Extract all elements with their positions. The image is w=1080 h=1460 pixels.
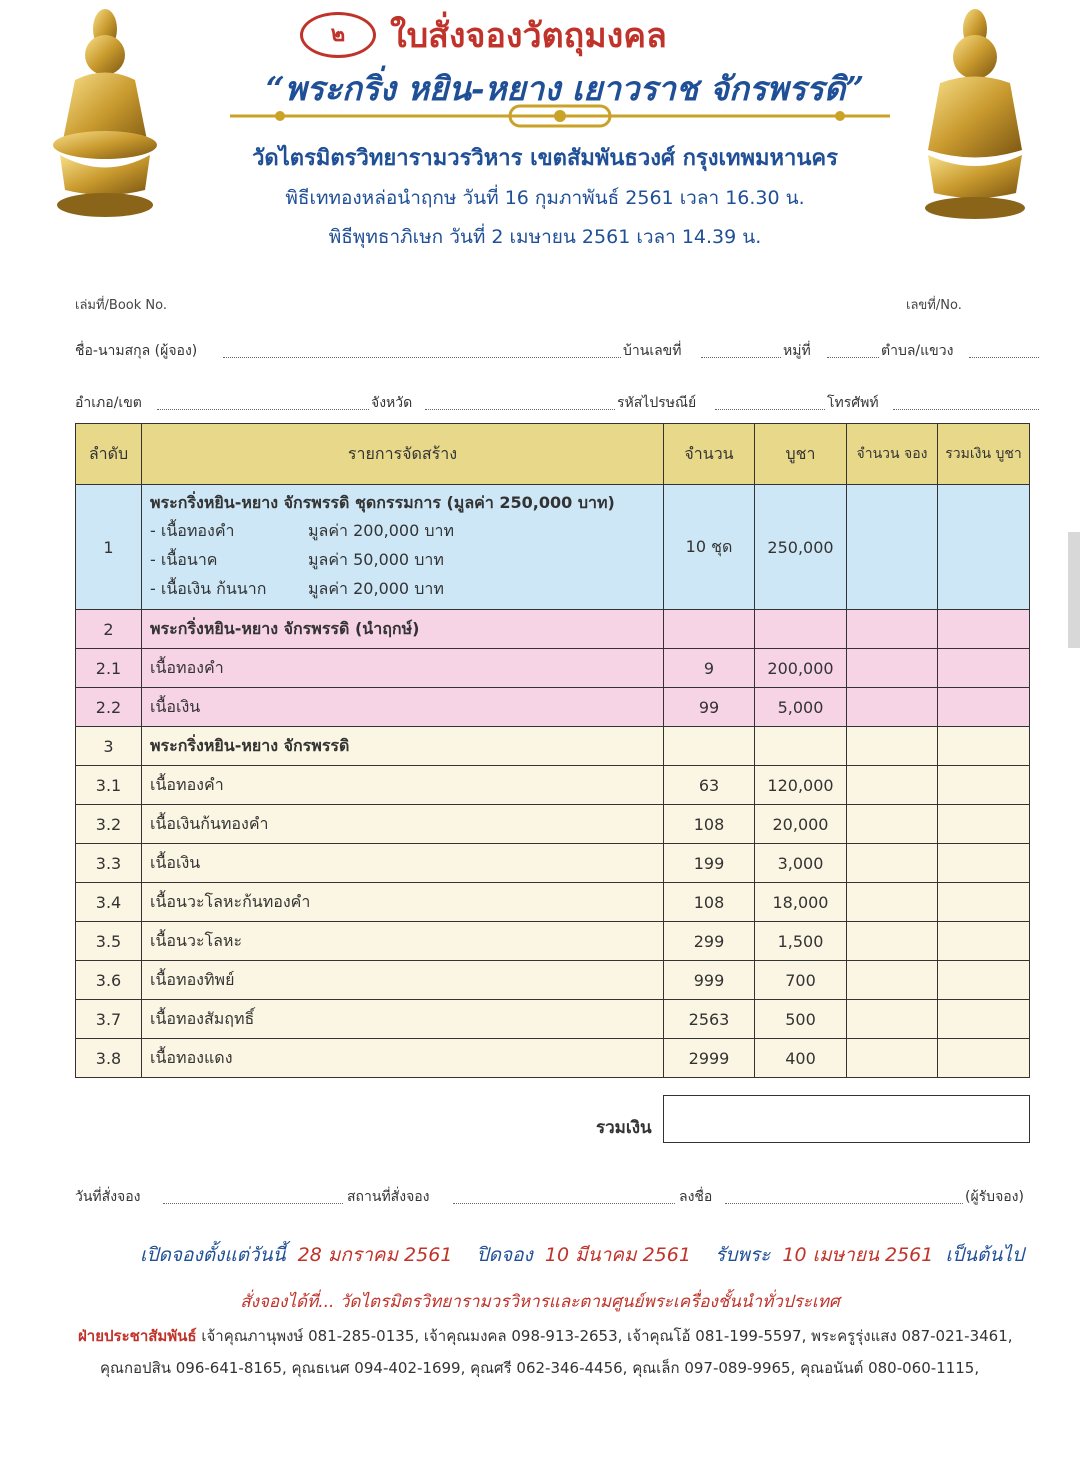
sheet-number-badge: ๒ (300, 12, 376, 58)
col-header-qty: จำนวน (664, 424, 755, 485)
grand-total-label: รวมเงิน (596, 1118, 652, 1138)
row-qty: 2999 (664, 1039, 755, 1078)
row-order-qty-cell[interactable] (847, 1000, 938, 1039)
row-item (142, 485, 664, 610)
row-item: เนื้อทองทิพย์ (142, 961, 664, 1000)
row-item: พระกริ่งหยิน-หยาง จักรพรรดิ (142, 727, 664, 766)
row-price: 400 (755, 1039, 847, 1078)
book-no-label: เล่มที่/Book No. (75, 298, 167, 313)
row-item: เนื้อทองสัมฤทธิ์ (142, 1000, 664, 1039)
row-order-qty-cell[interactable] (847, 485, 938, 610)
signature-label: ลงชื่อ (679, 1189, 713, 1205)
row-order-qty-cell[interactable] (847, 961, 938, 1000)
signature-row (75, 1186, 1040, 1210)
temple-name: วัดไตรมิตรวิทยารามวรวิหาร เขตสัมพันธวงศ์ กรุงเทพมหานคร (252, 146, 838, 171)
row-qty: 10 ชุด (664, 485, 755, 610)
phone-label: โทรศัพท์ (827, 395, 879, 411)
row-item: เนื้อนวะโลหะ (142, 922, 664, 961)
tambon-input-line[interactable] (969, 357, 1039, 358)
row-order-qty-cell[interactable] (847, 649, 938, 688)
list-item: - เนื้อนาค มูลค่า 50,000 บาท (150, 550, 444, 569)
row-total-cell[interactable] (938, 1000, 1030, 1039)
row-order-qty-cell[interactable] (847, 688, 938, 727)
row-qty: 199 (664, 844, 755, 883)
row-total-cell[interactable] (938, 1039, 1030, 1078)
row-seq: 3.1 (76, 766, 142, 805)
row-total-cell[interactable] (938, 688, 1030, 727)
name-input-line[interactable] (223, 357, 621, 358)
row-order-qty-cell[interactable] (847, 805, 938, 844)
row-total-cell[interactable] (938, 727, 1030, 766)
row-item: พระกริ่งหยิน-หยาง จักรพรรดิ (นำฤกษ์) (142, 610, 664, 649)
row-order-qty-cell[interactable] (847, 1039, 938, 1078)
grand-total-field[interactable] (663, 1095, 1030, 1143)
row-seq: 3.4 (76, 883, 142, 922)
ornament-divider (220, 103, 900, 129)
row-item: เนื้อทองแดง (142, 1039, 664, 1078)
row-seq: 3.3 (76, 844, 142, 883)
row-seq: 2.1 (76, 649, 142, 688)
no-label: เลขที่/No. (906, 298, 962, 313)
moo-input-line[interactable] (827, 357, 879, 358)
table-row (76, 1039, 1030, 1078)
name-label: ชื่อ-นามสกุล (ผู้จอง) (75, 343, 198, 359)
order-place-label: สถานที่สั่งจอง (347, 1189, 430, 1205)
contacts-line-1: ฝ่ายประชาสัมพันธ์ เจ้าคุณภานุพงษ์ 081-285-0135, เจ้าคุณมงคล 098-913-2653, เจ้าคุณโอ้ 081-199-5597, พระครูรุ่งแสง 087-021-3461, (78, 1327, 1013, 1345)
scrollbar-thumb[interactable] (1068, 532, 1080, 648)
moo-label: หมู่ที่ (783, 343, 811, 359)
row-item: เนื้อเงิน (142, 844, 664, 883)
amulet-name-subtitle: “พระกริ่ง หยิน-หยาง เยาวราช จักรพรรดิ” (265, 69, 865, 108)
row-total-cell[interactable] (938, 961, 1030, 1000)
row-total-cell[interactable] (938, 610, 1030, 649)
row-item: เนื้อทองคำ (142, 649, 664, 688)
table-row (76, 805, 1030, 844)
pr-label: ฝ่ายประชาสัมพันธ์ (78, 1327, 197, 1345)
table-row (76, 649, 1030, 688)
casting-ceremony-date: พิธีเททองหล่อนำฤกษ วันที่ 16 กุมภาพันธ์ 2561 เวลา 16.30 น. (285, 187, 805, 209)
col-header-price: บูชา (755, 424, 847, 485)
row-price: 18,000 (755, 883, 847, 922)
district-row (75, 392, 1040, 416)
row-price: 120,000 (755, 766, 847, 805)
col-header-total: รวมเงิน บูชา (938, 424, 1030, 485)
col-header-item: รายการจัดสร้าง (142, 424, 664, 485)
order-date-label: วันที่สั่งจอง (75, 1189, 141, 1205)
house-no-label: บ้านเลขที่ (623, 343, 682, 359)
row-price: 20,000 (755, 805, 847, 844)
row-total-cell[interactable] (938, 485, 1030, 610)
tambon-label: ตำบล/แขวง (881, 343, 954, 359)
postcode-input-line[interactable] (715, 409, 825, 410)
booking-period: เปิดจองตั้งแต่วันนี้ 28 มกราคม 2561 ปิดจอง 10 มีนาคม 2561 รับพระ 10 เมษายน 2561 เป็นต้นไป (140, 1244, 1024, 1266)
contacts-line-2: คุณกอปสิน 096-641-8165, คุณธเนศ 094-402-1699, คุณศรี 062-346-4456, คุณเล็ก 097-089-9965, คุณอนันต์ 080-060-1115, (100, 1359, 980, 1377)
row-order-qty-cell[interactable] (847, 844, 938, 883)
row-qty: 63 (664, 766, 755, 805)
row-price: 700 (755, 961, 847, 1000)
row-seq: 2.2 (76, 688, 142, 727)
row-total-cell[interactable] (938, 844, 1030, 883)
row-seq: 2 (76, 610, 142, 649)
receiver-label: (ผู้รับจอง) (965, 1189, 1024, 1205)
signature-input-line[interactable] (725, 1203, 963, 1204)
row-qty: 108 (664, 883, 755, 922)
table-row (76, 688, 1030, 727)
order-place-input-line[interactable] (453, 1203, 675, 1204)
row-seq: 3.5 (76, 922, 142, 961)
row-order-qty-cell[interactable] (847, 727, 938, 766)
row-qty: 299 (664, 922, 755, 961)
row-price: 200,000 (755, 649, 847, 688)
table-row (76, 961, 1030, 1000)
row-qty: 999 (664, 961, 755, 1000)
committee-set-title: พระกริ่งหยิน-หยาง จักรพรรดิ ชุดกรรมการ (มูลค่า 250,000 บาท) (150, 493, 615, 512)
order-date-input-line[interactable] (163, 1203, 343, 1204)
row-total-cell[interactable] (938, 922, 1030, 961)
row-qty: 9 (664, 649, 755, 688)
table-row (76, 610, 1030, 649)
row-total-cell[interactable] (938, 883, 1030, 922)
row-order-qty-cell[interactable] (847, 883, 938, 922)
row-price: 500 (755, 1000, 847, 1039)
amphoe-label: อำเภอ/เขต (75, 395, 142, 411)
row-item: เนื้อเงินก้นทองคำ (142, 805, 664, 844)
row-total-cell[interactable] (938, 766, 1030, 805)
row-seq: 3.8 (76, 1039, 142, 1078)
list-item: - เนื้อทองคำ มูลค่า 200,000 บาท (150, 521, 455, 540)
name-address-row (75, 340, 1040, 364)
order-table (75, 423, 1030, 1078)
row-price: 5,000 (755, 688, 847, 727)
table-row (76, 766, 1030, 805)
page-title: ใบสั่งจองวัตถุมงคล (390, 16, 667, 56)
postcode-label: รหัสไปรษณีย์ (617, 395, 697, 411)
table-row (76, 485, 1030, 610)
row-seq: 3 (76, 727, 142, 766)
col-header-order-qty: จำนวน จอง (847, 424, 938, 485)
row-price: 3,000 (755, 844, 847, 883)
row-seq: 1 (76, 485, 142, 610)
table-row (76, 922, 1030, 961)
row-order-qty-cell[interactable] (847, 766, 938, 805)
row-qty: 99 (664, 688, 755, 727)
row-total-cell[interactable] (938, 805, 1030, 844)
row-price: 1,500 (755, 922, 847, 961)
col-header-seq: ลำดับ (76, 424, 142, 485)
row-qty: 2563 (664, 1000, 755, 1039)
row-item: เนื้อเงิน (142, 688, 664, 727)
consecration-ceremony-date: พิธีพุทธาภิเษก วันที่ 2 เมษายน 2561 เวลา 14.39 น. (328, 226, 762, 248)
province-label: จังหวัด (371, 395, 413, 411)
row-order-qty-cell[interactable] (847, 610, 938, 649)
committee-set-contents (150, 516, 663, 603)
row-seq: 3.6 (76, 961, 142, 1000)
table-row (76, 727, 1030, 766)
province-input-line[interactable] (425, 409, 615, 410)
row-total-cell[interactable] (938, 649, 1030, 688)
table-row (76, 844, 1030, 883)
row-order-qty-cell[interactable] (847, 922, 938, 961)
list-item: - เนื้อเงิน ก้นนาก มูลค่า 20,000 บาท (150, 579, 444, 598)
house-no-input-line[interactable] (701, 357, 781, 358)
row-seq: 3.2 (76, 805, 142, 844)
table-row (76, 883, 1030, 922)
order-locations: สั่งจองได้ที่... วัดไตรมิตรวิทยารามวรวิหารและตามศูนย์พระเครื่องชั้นนำทั่วประเทศ (240, 1292, 840, 1312)
row-item: เนื้อนวะโลหะก้นทองคำ (142, 883, 664, 922)
phone-input-line[interactable] (893, 409, 1039, 410)
table-row (76, 1000, 1030, 1039)
row-qty: 108 (664, 805, 755, 844)
amphoe-input-line[interactable] (157, 409, 369, 410)
row-seq: 3.7 (76, 1000, 142, 1039)
row-item: เนื้อทองคำ (142, 766, 664, 805)
row-price: 250,000 (755, 485, 847, 610)
